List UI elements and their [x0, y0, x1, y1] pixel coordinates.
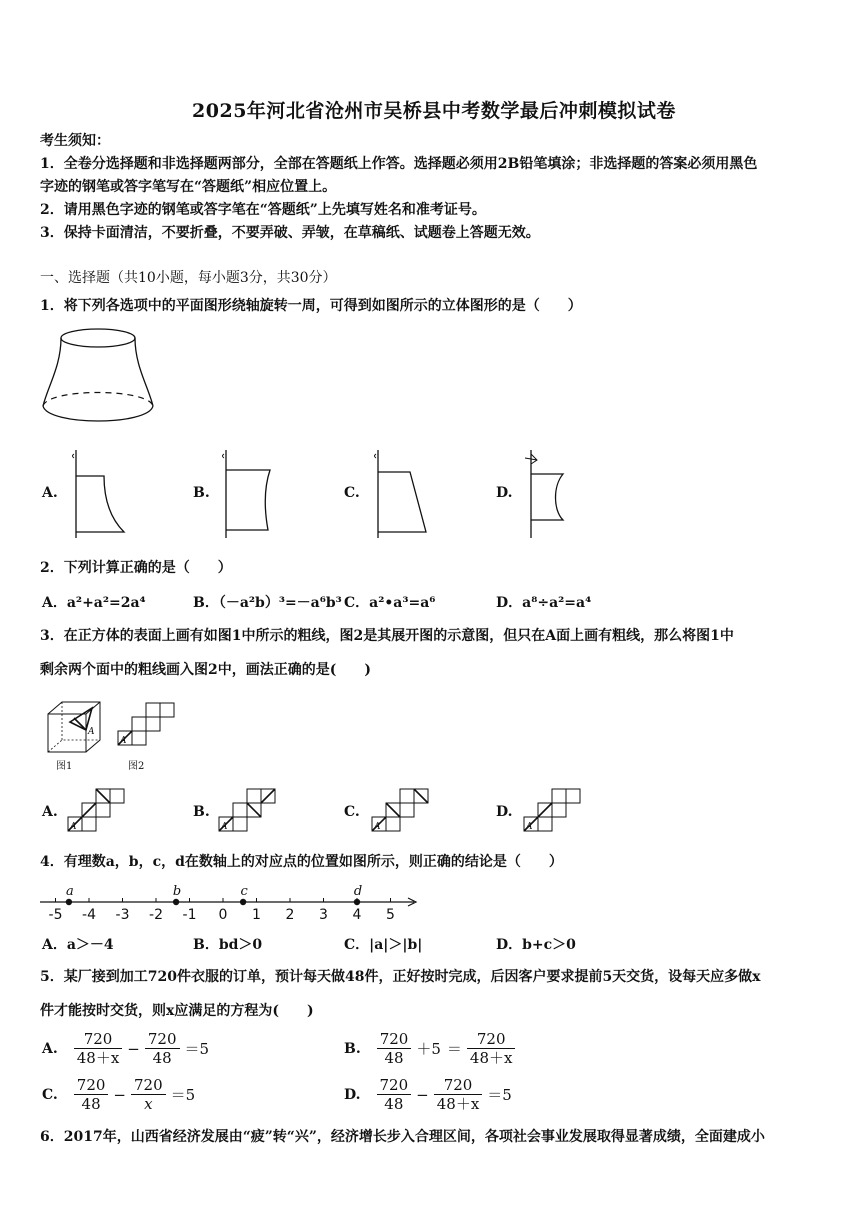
fraction: $\frac{720}{48+x}$	[74, 1030, 123, 1067]
figure-2-caption: 图2	[128, 761, 145, 772]
q1-option-a[interactable]: A.	[42, 485, 58, 501]
question-3-stem: 剩余两个面中的粗线画入图2中，画法正确的是( )	[40, 662, 371, 678]
fraction: $\frac{720}{48}$	[377, 1030, 412, 1067]
number-line-point	[240, 899, 246, 905]
option-face-label: A	[70, 822, 77, 832]
q1-option-d-figure	[523, 448, 583, 540]
page-title: 2025年河北省沧州市吴桥县中考数学最后冲刺模拟试卷	[192, 100, 676, 122]
fraction: $\frac{720}{x}$	[131, 1076, 166, 1113]
notice-heading: 考生须知：	[40, 133, 110, 149]
question-4-stem: 4．有理数a，b，c，d在数轴上的对应点的位置如图所示，则正确的结论是（ ）	[40, 854, 563, 870]
number-line-point-label: a	[66, 884, 74, 899]
number-line-tick-label: -5	[48, 907, 63, 923]
cube-face-label: A	[88, 727, 95, 737]
q1-option-c-figure	[370, 448, 440, 540]
number-line-tick-label: 2	[285, 907, 295, 923]
fraction: $\frac{720}{48}$	[377, 1076, 412, 1113]
number-line-point-label: d	[353, 884, 363, 899]
q1-option-d[interactable]: D.	[496, 485, 513, 501]
q3-option-d-figure	[524, 789, 584, 833]
q5-option-c[interactable]: C. $\frac{720}{48}$ − $\frac{720}{x}$ ＝5	[42, 1076, 196, 1113]
q1-option-a-figure	[68, 448, 138, 540]
question-1-stem: 1．将下列各选项中的平面图形绕轴旋转一周，可得到如图所示的立体图形的是（ ）	[40, 298, 582, 314]
option-face-label: A	[374, 822, 381, 832]
number-line-tick-label: 5	[386, 907, 395, 923]
q5-option-a[interactable]: A. $\frac{720}{48+x}$ − $\frac{720}{48}$ ＝5	[42, 1030, 210, 1067]
q1-option-c[interactable]: C.	[344, 485, 360, 501]
fraction: $\frac{720}{48}$	[74, 1076, 109, 1113]
number-line-tick-label: -3	[115, 907, 130, 923]
q1-option-b[interactable]: B.	[193, 485, 210, 501]
number-line-point-label: b	[172, 884, 182, 899]
notice-item: 3．保持卡面清洁，不要折叠，不要弄破、弄皱，在草稿纸、试题卷上答题无效。	[40, 225, 540, 241]
cube-figure	[46, 700, 102, 754]
question-2-stem: 2．下列计算正确的是（ ）	[40, 560, 232, 576]
question-5-stem: 件才能按时交货，则x应满足的方程为( )	[40, 1003, 314, 1019]
number-line-tick-label: 4	[352, 907, 362, 923]
fraction: $\frac{720}{48+x}$	[434, 1076, 483, 1113]
question-3-stem: 3．在正方体的表面上画有如图1中所示的粗线，图2是其展开图的示意图，但只在A面上画有粗线，那么将图1中	[40, 628, 734, 644]
solid-figure	[38, 326, 158, 426]
number-line-tick-label: 1	[252, 907, 261, 923]
q3-option-c-figure	[372, 789, 432, 833]
question-5-stem: 5．某厂接到加工720件衣服的订单，预计每天做48件，正好按时完成，后因客户要求提前5天交货，设每天应多做x	[40, 969, 761, 985]
question-6-stem: 6．2017年，山西省经济发展由“疲”转“兴”，经济增长步入合理区间，各项社会事业发展取得显著成绩，全面建成小	[40, 1129, 765, 1145]
q3-option-c[interactable]: C.	[344, 804, 360, 820]
figure-1-caption: 图1	[56, 761, 73, 772]
number-line-point	[173, 899, 179, 905]
q3-option-b-figure	[219, 789, 279, 833]
q4-option-b[interactable]: B．bd＞0	[193, 937, 263, 953]
q5-option-d[interactable]: D. $\frac{720}{48}$ − $\frac{720}{48+x}$ ＝5	[344, 1076, 512, 1113]
net-face-label: A	[120, 736, 127, 746]
fraction: $\frac{720}{48}$	[145, 1030, 180, 1067]
q1-option-b-figure	[218, 448, 288, 540]
q3-option-a[interactable]: A.	[42, 804, 58, 820]
number-line-tick-label: 0	[218, 907, 228, 923]
q2-option-b[interactable]: B．（－a²b）³=－a⁶b³	[193, 595, 342, 611]
q2-option-d[interactable]: D．a⁸÷a²=a⁴	[496, 595, 592, 611]
net-figure	[118, 703, 178, 747]
number-line-tick-label: -4	[82, 907, 96, 923]
number-line-tick-label: -1	[182, 907, 197, 923]
fraction: $\frac{720}{48+x}$	[467, 1030, 516, 1067]
q4-option-d[interactable]: D．b+c＞0	[496, 937, 576, 953]
q4-option-a[interactable]: A．a＞－4	[42, 937, 114, 953]
q3-option-a-figure	[68, 789, 128, 833]
notice-item: 2．请用黑色字迹的钢笔或答字笔在“答题纸”上先填写姓名和准考证号。	[40, 202, 486, 218]
q4-option-c[interactable]: C．|a|＞|b|	[344, 937, 423, 953]
notice-item: 1．全卷分选择题和非选择题两部分，全部在答题纸上作答。选择题必须用2B铅笔填涂；非选择题的答案必须用黑色	[40, 156, 758, 172]
q3-option-d[interactable]: D.	[496, 804, 513, 820]
q5-option-b[interactable]: B. $\frac{720}{48}$ ＋5 ＝ $\frac{720}{48+x}$	[344, 1030, 517, 1067]
section-heading: 一、选择题（共10小题，每小题3分，共30分）	[40, 270, 337, 286]
q3-option-b[interactable]: B.	[193, 804, 210, 820]
number-line-tick-label: -2	[149, 907, 163, 923]
number-line-point	[354, 899, 360, 905]
option-face-label: A	[221, 822, 228, 832]
number-line-point-label: c	[240, 884, 248, 899]
q2-option-a[interactable]: A．a²+a²=2a⁴	[42, 595, 146, 611]
q2-option-c[interactable]: C．a²•a³=a⁶	[344, 595, 436, 611]
option-face-label: A	[526, 822, 533, 832]
number-line-tick-label: 3	[319, 907, 328, 923]
number-line	[36, 874, 426, 922]
notice-item: 字迹的钢笔或答字笔写在“答题纸”相应位置上。	[40, 179, 337, 195]
number-line-point	[66, 899, 72, 905]
